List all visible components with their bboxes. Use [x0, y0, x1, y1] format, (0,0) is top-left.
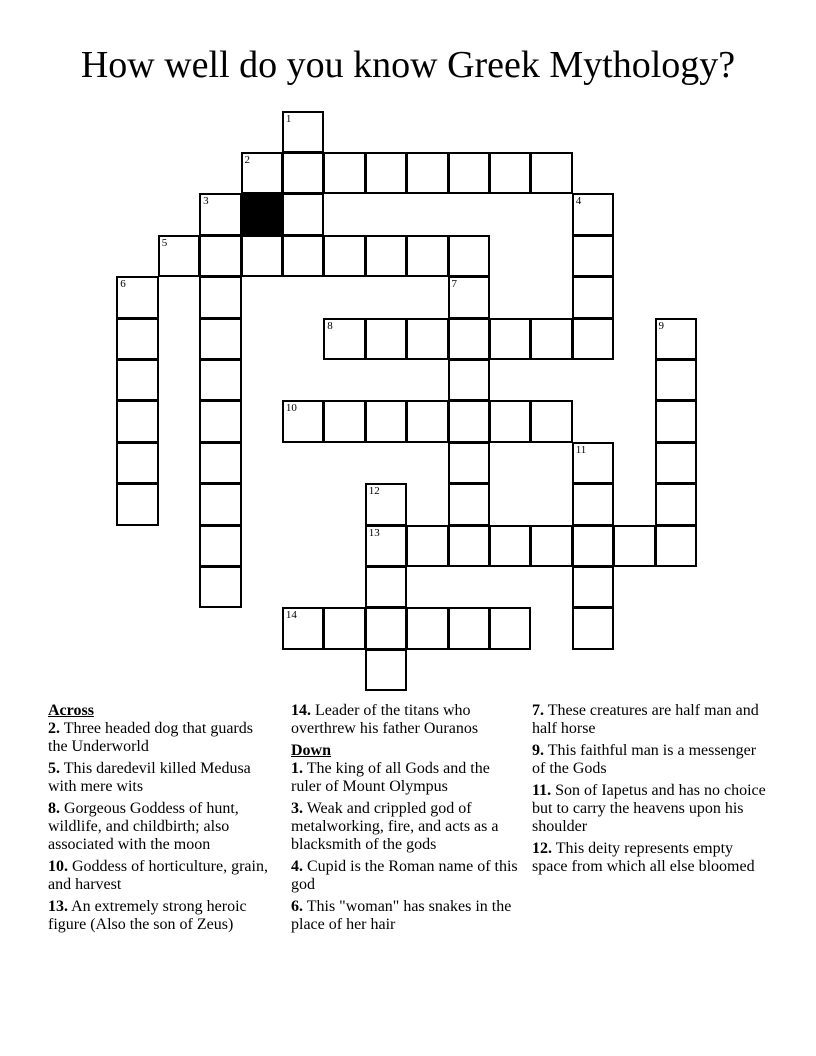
grid-cell[interactable]: [572, 276, 615, 319]
clue-number: 11.: [532, 782, 552, 799]
grid-cell[interactable]: [448, 442, 491, 485]
grid-cell[interactable]: [323, 235, 366, 278]
clue-text: An extremely strong heroic figure (Also the son of Zeus): [48, 898, 247, 933]
cell-number: 5: [161, 236, 168, 249]
grid-cell[interactable]: [613, 525, 656, 568]
grid-cell[interactable]: [572, 483, 615, 526]
grid-cell[interactable]: [365, 318, 408, 361]
grid-cell[interactable]: [365, 649, 408, 692]
clue-number: 3.: [291, 800, 303, 817]
grid-cell[interactable]: [116, 442, 159, 485]
grid-cell[interactable]: [365, 566, 408, 609]
clue-down-4: [291, 858, 523, 894]
grid-cell[interactable]: [572, 566, 615, 609]
grid-cell[interactable]: [448, 607, 491, 650]
grid-cell[interactable]: [406, 525, 449, 568]
grid-cell[interactable]: [323, 152, 366, 195]
grid-cell[interactable]: [655, 483, 698, 526]
clue-number: 6.: [291, 898, 303, 915]
grid-cell[interactable]: [241, 152, 284, 195]
clue-text: This "woman" has snakes in the place of her hair: [291, 898, 512, 933]
grid-cell[interactable]: [655, 400, 698, 443]
clue-down-9: [532, 742, 768, 778]
down-heading: Down: [291, 742, 332, 759]
grid-cell[interactable]: [365, 400, 408, 443]
clue-text: Gorgeous Goddess of hunt, wildlife, and childbirth; also associated with the moon: [48, 800, 239, 853]
grid-cell[interactable]: [448, 359, 491, 402]
clue-text: Goddess of horticulture, grain, and harvest: [48, 858, 268, 893]
grid-cell[interactable]: [406, 400, 449, 443]
clue-number: 1.: [291, 760, 303, 777]
grid-cell[interactable]: [199, 359, 242, 402]
grid-cell[interactable]: [489, 607, 532, 650]
cell-number: 12: [368, 485, 380, 498]
grid-cell[interactable]: [365, 235, 408, 278]
grid-cell[interactable]: [406, 235, 449, 278]
clue-text: Cupid is the Roman name of this god: [291, 858, 518, 893]
grid-cell[interactable]: [448, 400, 491, 443]
grid-cell[interactable]: [406, 152, 449, 195]
grid-cell[interactable]: [365, 483, 408, 526]
grid-cell[interactable]: [572, 442, 615, 485]
grid-cell[interactable]: [282, 400, 325, 443]
clue-text: Three headed dog that guards the Underworld: [48, 720, 253, 755]
grid-cell[interactable]: [572, 607, 615, 650]
grid-cell[interactable]: [282, 111, 325, 154]
grid-cell[interactable]: [116, 400, 159, 443]
clue-number: 12.: [532, 840, 552, 857]
clue-text: This faithful man is a messenger of the Gods: [532, 742, 757, 777]
grid-cell[interactable]: [489, 525, 532, 568]
grid-cell[interactable]: [655, 318, 698, 361]
clue-down-3: [291, 800, 523, 854]
grid-cell[interactable]: [655, 442, 698, 485]
clue-text: Weak and crippled god of metalworking, fire, and acts as a blacksmith of the gods: [291, 800, 499, 853]
grid-cell[interactable]: [116, 318, 159, 361]
grid-cell[interactable]: [282, 235, 325, 278]
clue-number: 2.: [48, 720, 60, 737]
grid-cell[interactable]: [448, 483, 491, 526]
grid-cell[interactable]: [655, 359, 698, 402]
clue-number: 14.: [291, 702, 311, 719]
grid-cell[interactable]: [116, 483, 159, 526]
cell-number: 4: [575, 195, 582, 208]
clue-number: 8.: [48, 800, 60, 817]
grid-cell[interactable]: [489, 400, 532, 443]
clues-column-2: [291, 702, 523, 938]
cell-number: 9: [658, 319, 664, 332]
grid-cell[interactable]: [323, 607, 366, 650]
clues-column-1: [48, 702, 276, 938]
clue-text: Son of Iapetus and has no choice but to carry the heavens upon his shoulder: [532, 782, 766, 835]
clue-down-12: [532, 840, 768, 876]
puzzle-title: How well do you know Greek Mythology?: [80, 44, 736, 86]
clue-down-6: [291, 898, 523, 934]
clue-text: This daredevil killed Medusa with mere wits: [48, 760, 251, 795]
clue-text: This deity represents empty space from which all else bloomed: [532, 840, 755, 875]
clue-number: 13.: [48, 898, 68, 915]
grid-cell[interactable]: [199, 276, 242, 319]
grid-cell[interactable]: [406, 607, 449, 650]
grid-cell[interactable]: [323, 318, 366, 361]
grid-cell[interactable]: [448, 276, 491, 319]
clues-column-3: [532, 702, 768, 880]
grid-cell[interactable]: [282, 152, 325, 195]
grid-cell[interactable]: [655, 525, 698, 568]
grid-cell[interactable]: [199, 235, 242, 278]
clue-number: 7.: [532, 702, 544, 719]
cell-number: 11: [575, 443, 587, 456]
grid-cell[interactable]: [241, 235, 284, 278]
grid-cell[interactable]: [282, 193, 325, 236]
clue-across-13: [48, 898, 276, 934]
grid-cell[interactable]: [572, 193, 615, 236]
cell-number: 8: [327, 319, 333, 332]
grid-cell[interactable]: [448, 525, 491, 568]
grid-cell[interactable]: [365, 152, 408, 195]
clue-number: 10.: [48, 858, 68, 875]
grid-cell[interactable]: [199, 318, 242, 361]
clue-number: 4.: [291, 858, 303, 875]
grid-cell[interactable]: [530, 318, 573, 361]
clue-text: The king of all Gods and the ruler of Mount Olympus: [291, 760, 490, 795]
clue-down-11: [532, 782, 768, 836]
cell-number: 1: [285, 112, 292, 125]
grid-cell[interactable]: [489, 152, 532, 195]
grid-cell[interactable]: [530, 152, 573, 195]
across-heading: Across: [48, 702, 94, 719]
grid-cell[interactable]: [406, 318, 449, 361]
grid-cell[interactable]: [199, 400, 242, 443]
clue-down-1: [291, 760, 523, 796]
grid-cell[interactable]: [199, 525, 242, 568]
cell-number: 10: [285, 402, 297, 415]
grid-cell[interactable]: [448, 152, 491, 195]
clue-number: 9.: [532, 742, 544, 759]
clue-text: Leader of the titans who overthrew his father Ouranos: [291, 702, 479, 737]
cell-number: 13: [368, 526, 380, 539]
grid-cell[interactable]: [199, 442, 242, 485]
grid-cell[interactable]: [448, 318, 491, 361]
clue-across-10: [48, 858, 276, 894]
grid-cell[interactable]: [323, 400, 366, 443]
grid-cell[interactable]: [199, 566, 242, 609]
clue-down-7: [532, 702, 768, 738]
grid-cell[interactable]: [365, 607, 408, 650]
clue-across-5: [48, 760, 276, 796]
grid-cell[interactable]: [282, 607, 325, 650]
grid-cell[interactable]: [572, 235, 615, 278]
grid-cell[interactable]: [572, 525, 615, 568]
cell-number: 2: [244, 153, 250, 166]
cell-number: 3: [203, 195, 209, 208]
grid-cell[interactable]: [199, 193, 242, 236]
clue-across-2: [48, 720, 276, 756]
clue-across-8: [48, 800, 276, 854]
grid-cell[interactable]: [572, 318, 615, 361]
grid-cell[interactable]: [530, 525, 573, 568]
cell-number: 7: [451, 278, 457, 291]
clue-across-14: [291, 702, 523, 738]
cell-number: 6: [120, 278, 126, 291]
grid-cell[interactable]: [116, 359, 159, 402]
grid-cell[interactable]: [530, 400, 573, 443]
grid-cell[interactable]: [158, 235, 201, 278]
grid-cell[interactable]: [489, 318, 532, 361]
grid-cell[interactable]: [448, 235, 491, 278]
grid-cell[interactable]: [365, 525, 408, 568]
grid-cell[interactable]: [116, 276, 159, 319]
grid-cell[interactable]: [199, 483, 242, 526]
clue-number: 5.: [48, 760, 60, 777]
black-cell: [241, 193, 284, 236]
clue-text: These creatures are half man and half horse: [532, 702, 759, 737]
cell-number: 14: [285, 609, 297, 622]
